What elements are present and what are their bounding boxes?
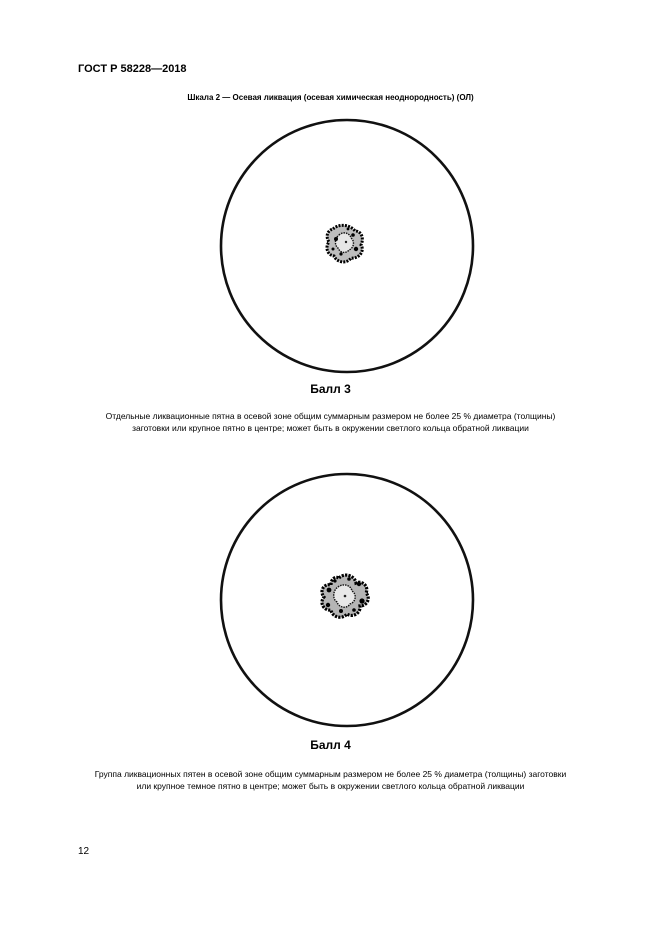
grade-label-3: Балл 3 — [310, 382, 351, 396]
segregation-spot-cluster — [327, 225, 362, 262]
macrostructure-figure-grade-4 — [219, 472, 475, 728]
grade-description-3: Отдельные ликвационные пятна в осевой зоне общим суммарным размером не более 25 % диаметра (толщины) заготовки или крупное пятно в центре; может быть в окружении светлого кольца обратной ликвации — [105, 411, 556, 433]
grade-label-4: Балл 4 — [310, 738, 351, 752]
cross-section-circle-image — [219, 472, 475, 728]
grade-description-4: Группа ликвационных пятен в осевой зоне общим суммарным размером не более 25 % диаметра (толщины) заготовки или крупное темное пятно в центре; может быть в окружении светлого кольца обратной ликвации — [94, 769, 567, 791]
document-header: ГОСТ Р 58228—2018 — [78, 63, 187, 75]
page-number: 12 — [78, 846, 90, 857]
cross-section-circle-image — [219, 118, 475, 374]
macrostructure-figure-grade-3 — [219, 118, 475, 374]
scale-title: Шкала 2 — Осевая ликвация (осевая химическая неоднородность) (ОЛ) — [187, 93, 474, 102]
